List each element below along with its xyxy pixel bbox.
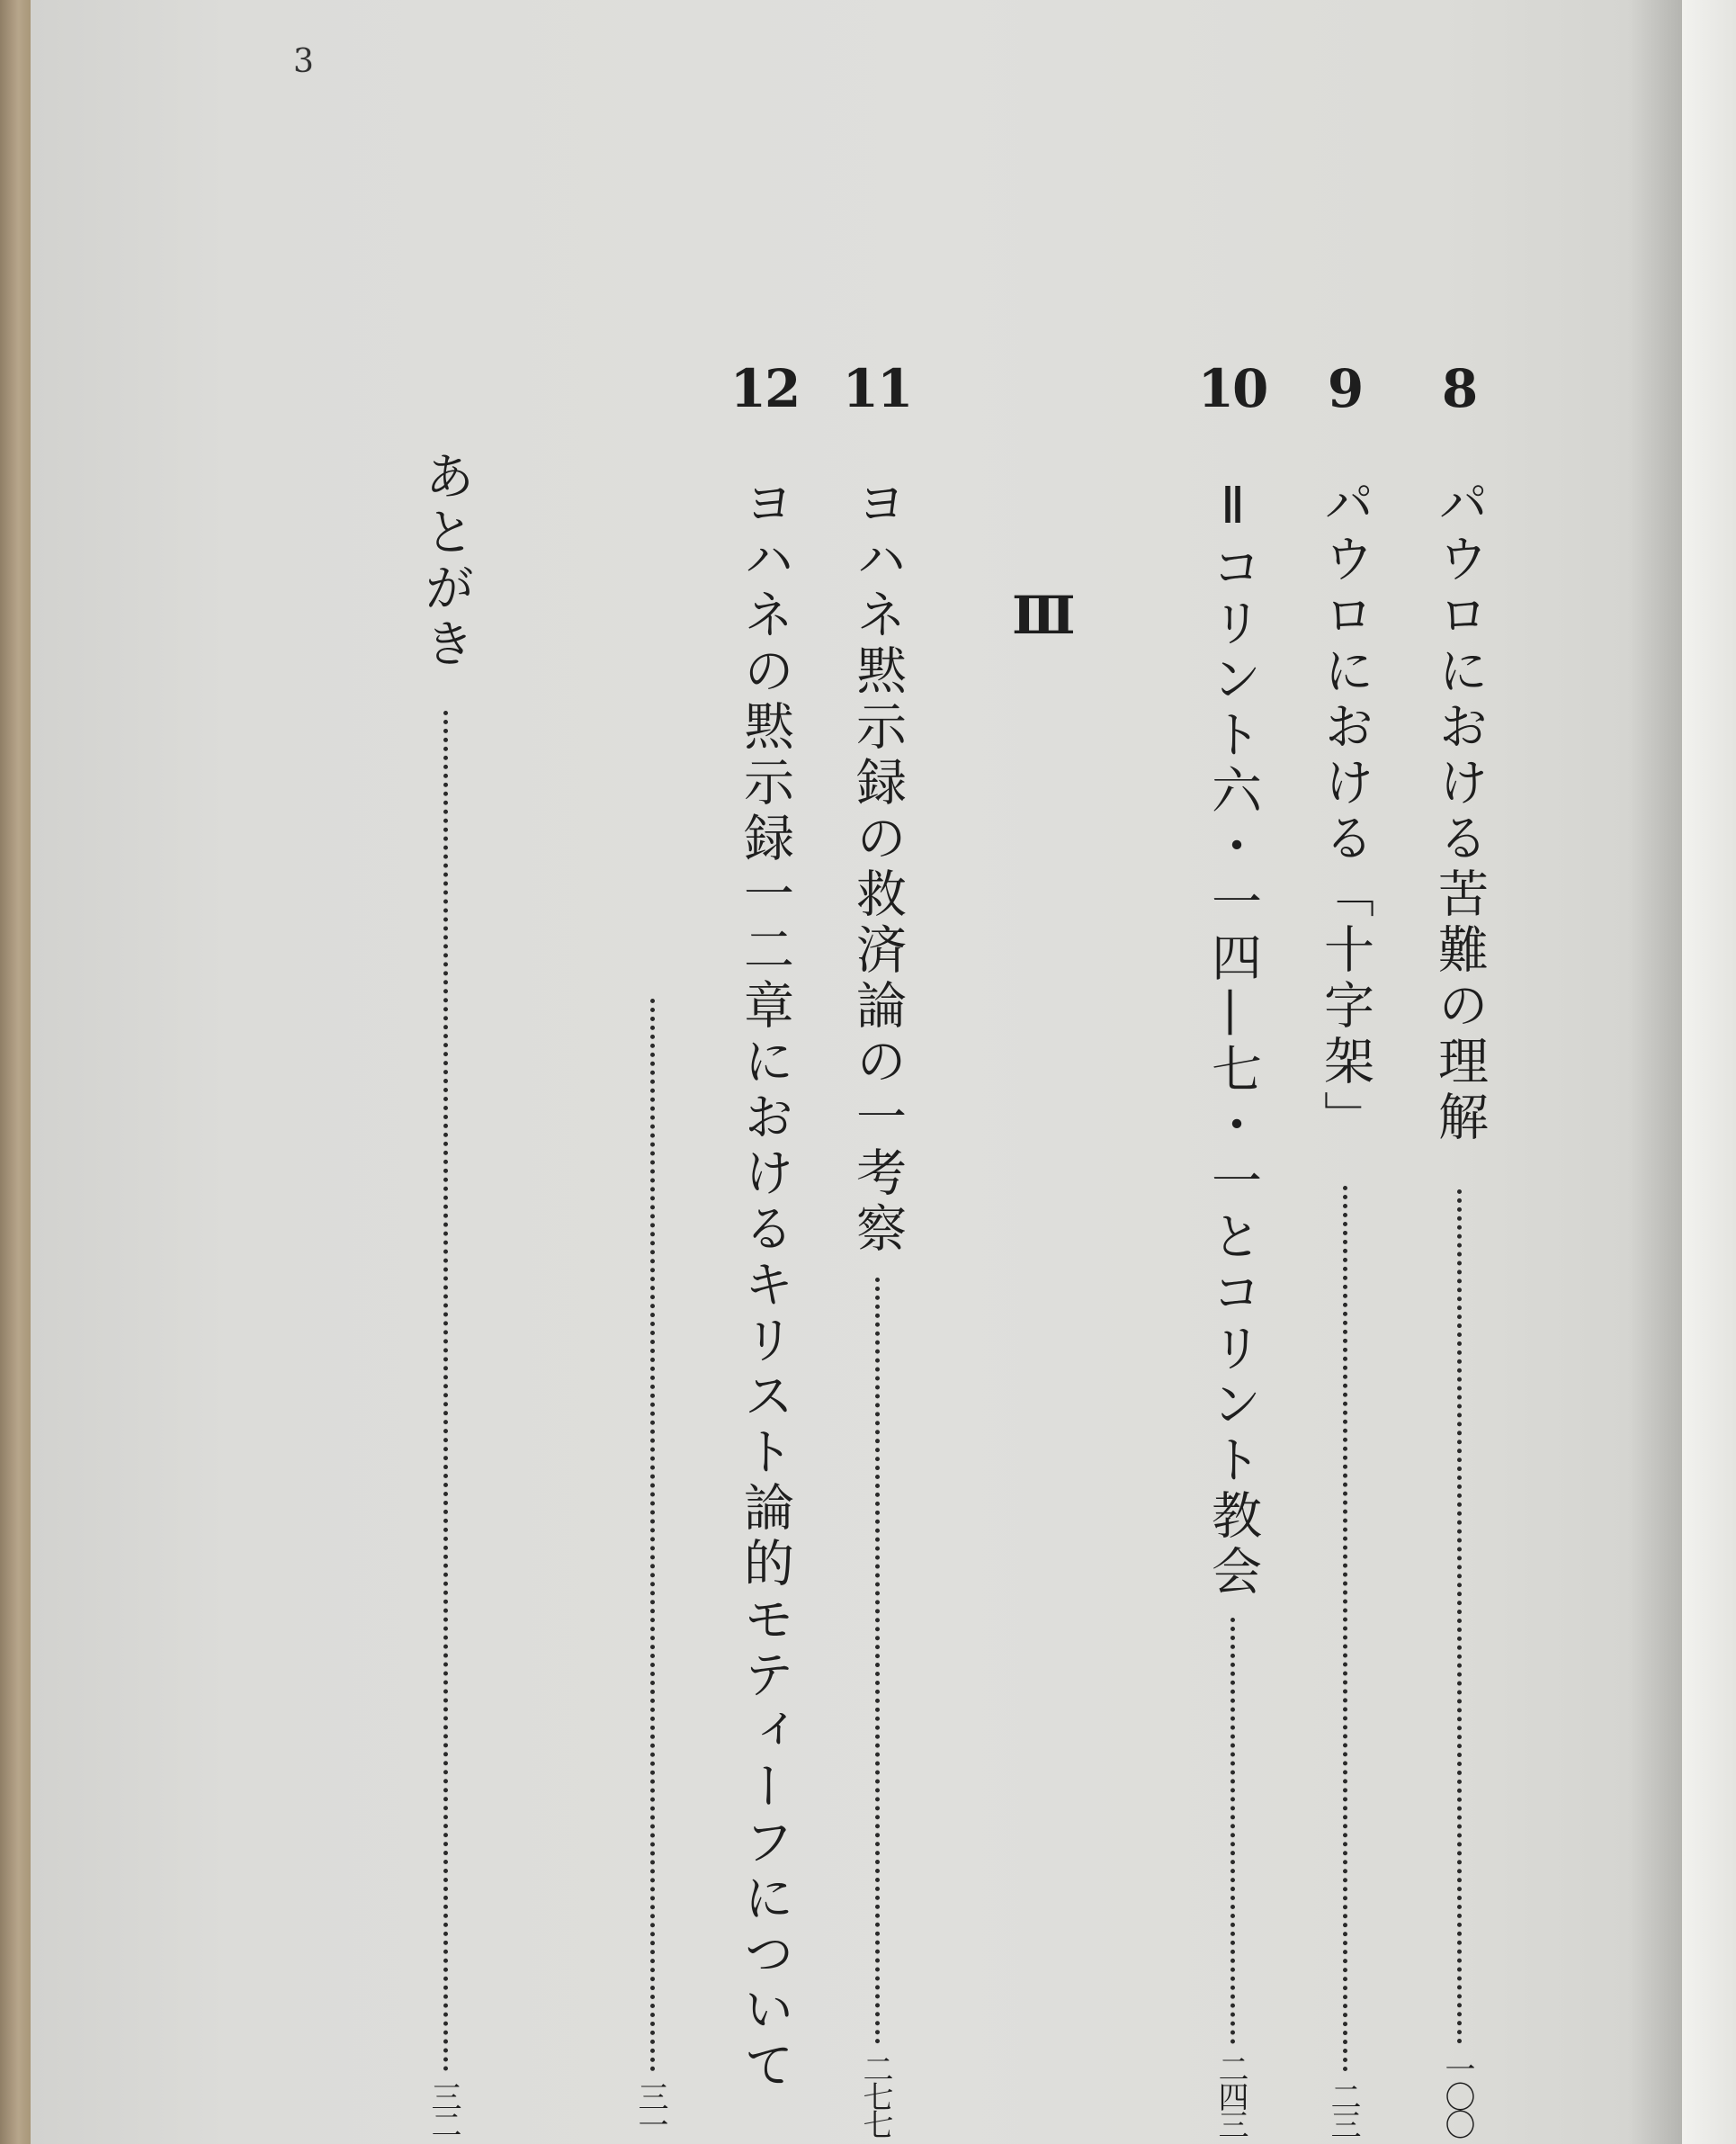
- afterword-page: 三二: [425, 2081, 461, 2137]
- toc-entry[interactable]: [1423, 0, 1495, 2144]
- chapter-page: 二七七: [857, 2053, 893, 2137]
- chapter-number: 12: [729, 358, 800, 419]
- toc-entry-afterword[interactable]: [409, 0, 481, 2144]
- adjacent-page-edge: [1682, 0, 1736, 2144]
- toc-entry[interactable]: [841, 0, 913, 2144]
- book-cover-edge: [0, 0, 31, 2144]
- chapter-number: 10: [1197, 358, 1267, 419]
- chapter-title: パウロにおける苦難の理解: [1430, 477, 1489, 1146]
- toc-entry[interactable]: [1196, 0, 1268, 2144]
- toc-entry[interactable]: [729, 0, 801, 2144]
- chapter-number: 9: [1327, 358, 1363, 419]
- chapter-title: Ⅱコリント六・一四—七・一とコリント教会: [1204, 477, 1262, 1601]
- chapter-title: パウロにおける「十字架」: [1316, 477, 1374, 1146]
- dot-leader: [1230, 1618, 1235, 2044]
- afterword-title: あとがき: [416, 450, 475, 673]
- toc-entry-continuation[interactable]: [616, 0, 688, 2144]
- chapter-number: 11: [842, 358, 912, 419]
- chapter-title: ヨハネ黙示録の救済論の一考察: [848, 477, 907, 1258]
- part-heading: Ⅲ: [1012, 585, 1069, 646]
- toc-entry[interactable]: [1309, 0, 1381, 2144]
- chapter-page: 二四三: [1213, 2053, 1248, 2137]
- page-gutter-shadow: [1628, 0, 1682, 2144]
- chapter-page: 三一: [632, 2081, 668, 2137]
- dot-leader: [650, 999, 655, 2072]
- chapter-title: ヨハネの黙示録一二章におけるキリスト論的モティーフについて: [736, 477, 794, 2095]
- chapter-page: 二三: [1325, 2081, 1361, 2137]
- chapter-number: 8: [1441, 358, 1477, 419]
- chapter-page: 一〇〇: [1439, 2053, 1475, 2137]
- dot-leader: [443, 711, 448, 2072]
- page-number: 3: [293, 43, 314, 80]
- dot-leader: [875, 1278, 880, 2044]
- dot-leader: [1457, 1189, 1462, 2044]
- dot-leader: [1343, 1186, 1347, 2072]
